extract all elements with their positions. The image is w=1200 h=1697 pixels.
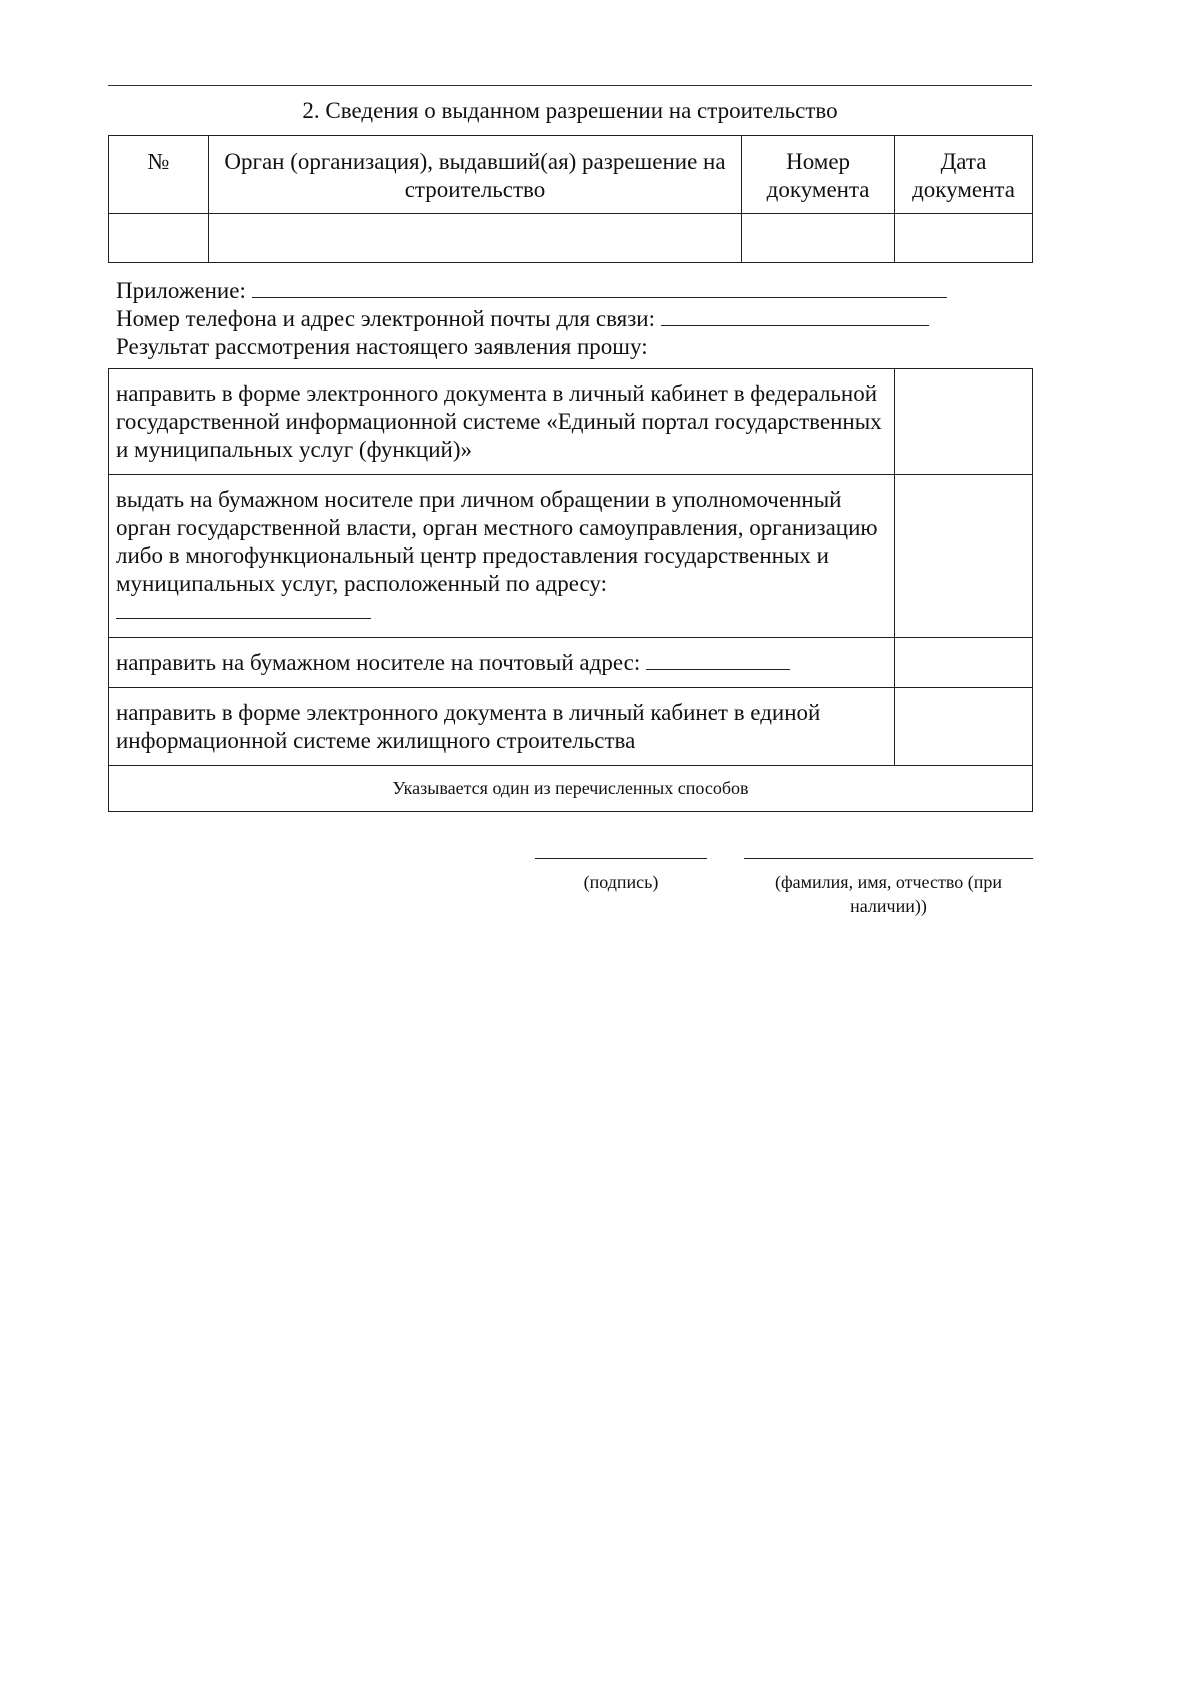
permit-col-doc-date-header: Дата документа — [895, 136, 1033, 214]
contact-label: Номер телефона и адрес электронной почты для связи: — [116, 306, 655, 331]
permit-authority-cell[interactable] — [208, 214, 741, 263]
top-rule — [108, 85, 1032, 86]
permit-table — [108, 135, 1033, 263]
result-option-row — [109, 475, 1033, 638]
result-option-row — [109, 369, 1033, 475]
result-option-epgu: направить в форме электронного документа в личный кабинет в федеральной государственной информационной системе «Единый портал государственных и муниципальных услуг (функций)» — [109, 369, 895, 475]
result-option-row — [109, 638, 1033, 688]
result-label: Результат рассмотрения настоящего заявления прошу: — [116, 334, 648, 359]
result-option-post: направить на бумажном носителе на почтовый адрес: — [109, 638, 895, 688]
attachment-label: Приложение: — [116, 278, 246, 303]
result-option-eisgs: направить в форме электронного документа в личный кабинет в единой информационной системе жилищного строительства — [109, 688, 895, 766]
permit-number-cell[interactable] — [109, 214, 209, 263]
section-title: 2. Сведения о выданном разрешении на строительство — [302, 98, 838, 123]
result-note: Указывается один из перечисленных способов — [109, 766, 1033, 812]
contact-field[interactable] — [661, 305, 929, 326]
permit-col-authority-header: Орган (организация), выдавший(ая) разрешение на строительство — [208, 136, 741, 214]
result-options-table — [108, 368, 1033, 812]
permit-table-row — [109, 214, 1033, 263]
result-option-in-person: выдать на бумажном носителе при личном обращении в уполномоченный орган государственной власти, орган местного самоуправления, организацию либо в многофункциональный центр предоставления государственных и муниципальных услуг, расположенный по адресу: — [109, 475, 895, 638]
permit-doc-number-cell[interactable] — [742, 214, 895, 263]
full-name-line[interactable] — [744, 858, 1033, 859]
result-option-checkbox[interactable] — [895, 638, 1033, 688]
signature-caption: (подпись) — [583, 872, 659, 892]
contact-line — [116, 305, 929, 333]
result-option-row — [109, 688, 1033, 766]
result-option-checkbox[interactable] — [895, 475, 1033, 638]
permit-doc-date-cell[interactable] — [895, 214, 1033, 263]
attachment-line — [116, 277, 947, 305]
postal-address-field[interactable] — [646, 649, 790, 670]
permit-col-number-header: № — [109, 136, 209, 214]
permit-table-header-row — [109, 136, 1033, 214]
signature-line[interactable] — [535, 858, 707, 859]
full-name-caption: (фамилия, имя, отчество (при наличии)) — [775, 872, 1002, 916]
attachment-field[interactable] — [252, 277, 947, 298]
result-note-row — [109, 766, 1033, 812]
result-option-checkbox[interactable] — [895, 688, 1033, 766]
permit-col-doc-number-header: Номер документа — [742, 136, 895, 214]
in-person-address-field[interactable] — [116, 598, 371, 619]
result-option-checkbox[interactable] — [895, 369, 1033, 475]
